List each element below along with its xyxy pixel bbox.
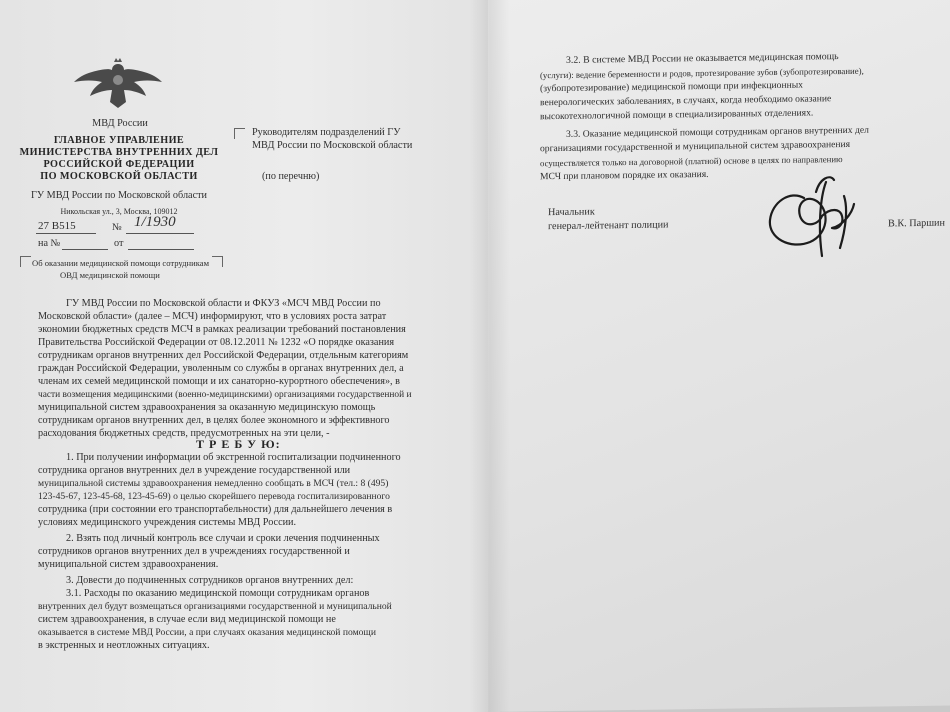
subject-bracket-right [212, 256, 223, 267]
reg-prefix: № [112, 222, 122, 233]
body-line-10: сотрудникам органов внутренних дел, в целях более экономного и эффективного [38, 415, 390, 426]
item-line-2: сотрудника органов внутренних дел в учреждение государственной или [38, 465, 351, 476]
eagle-emblem-icon [74, 58, 162, 110]
item-line-11: 3.1. Расходы по оказанию медицинской помощи сотрудникам органов [66, 588, 370, 599]
item-3-2-line-5: высокотехнологичной помощи в специализированных отделениях. [540, 107, 814, 123]
ref-number-line [62, 249, 108, 250]
reg-index-line [126, 233, 194, 234]
org-short: МВД России [92, 118, 148, 129]
subject-line-1: Об оказании медицинской помощи сотрудникам [32, 258, 210, 268]
item-3-2-line-3: (зубопротезирование) медицинской помощи при инфекционных [540, 79, 803, 95]
item-3-2-line-2: (услуги): ведение беременности и родов, протезирование зубов (зубопротезирование), [540, 65, 864, 81]
addressee-line-1: Руководителям подразделений ГУ [252, 127, 401, 138]
body-line-7: членам их семей медицинской помощи и их санаторно-курортного обеспечения», в [38, 376, 400, 387]
body-line-1: ГУ МВД России по Московской области и ФКУЗ «МСЧ МВД России по [66, 298, 381, 309]
item-3-3-line-4: МСЧ при плановом порядке их оказания. [540, 168, 709, 183]
item-3-2-line-1: 3.2. В системе МВД России не оказывается медицинская помощь [566, 51, 839, 66]
signatory-title-line-2: генерал-лейтенант полиции [548, 219, 669, 233]
handwritten-signature-icon [760, 168, 870, 258]
signatory-name: В.К. Паршин [888, 217, 945, 230]
subject-bracket-left [20, 256, 31, 267]
body-line-5: сотрудникам органов внутренних дел Российской Федерации, отдельным категориям [38, 350, 409, 361]
item-line-14: оказывается в системе МВД России, а при случаях оказания медицинской помощи [38, 627, 376, 638]
registration-index-handwritten: 1/1930 [134, 214, 176, 230]
item-line-9: муниципальной систем здравоохранения. [38, 559, 219, 570]
addressee-bracket-left [234, 128, 245, 139]
demand-heading: Т Р Е Б У Ю: [196, 437, 281, 451]
item-3-3-line-3: осуществляется только на договорной (платной) основе в целях по направлению [540, 154, 843, 169]
item-line-5: сотрудника (при состоянии его транспортабельности) для дальнейшего лечения в [38, 504, 393, 515]
body-line-9: муниципальной систем здравоохранения за оказанную медицинскую помощь [38, 402, 376, 413]
item-line-12: внутренних дел будут возмещаться организациями государственной и муниципальной [38, 601, 392, 612]
org-line-3: РОССИЙСКОЙ ФЕДЕРАЦИИ [43, 159, 195, 170]
org-line-2: МИНИСТЕРСТВА ВНУТРЕННИХ ДЕЛ [19, 147, 219, 158]
registration-number: 27 В515 [38, 220, 76, 232]
right-page [488, 0, 950, 712]
org-line-4: ПО МОСКОВСКОЙ ОБЛАСТИ [40, 171, 198, 182]
body-line-2: Московской области» (далее – МСЧ) информируют, что в условиях роста затрат [38, 311, 387, 322]
body-line-3: экономии бюджетных средств МСЧ в рамках реализации требований постановления [38, 324, 406, 335]
item-line-4: 123-45-67, 123-45-68, 123-45-69) о целью скорейшего перевода госпитализированного [38, 491, 390, 502]
item-line-7: 2. Взять под личный контроль все случаи и сроки лечения подчиненных [66, 533, 380, 544]
item-line-6: условиях медицинского учреждения системы МВД России. [38, 517, 297, 528]
body-line-4: Правительства Российской Федерации от 08.12.2011 № 1232 «О порядке оказания [38, 337, 395, 348]
item-3-3-line-1: 3.3. Оказание медицинской помощи сотрудникам органов внутренних дел [566, 124, 869, 140]
signatory-title-line-1: Начальник [548, 206, 595, 219]
body-line-11: расходования бюджетных средств, предусмотренных на эти цели, - [38, 428, 330, 439]
addressee-line-2: МВД России по Московской области [252, 140, 413, 151]
department: ГУ МВД России по Московской области [30, 190, 207, 201]
item-3-2-line-4: венерологических заболеваниях, в случаях, когда необходимо оказание [540, 93, 832, 109]
item-line-3: муниципальной системы здравоохранения немедленно сообщать в МСЧ (тел.: 8 (495) [38, 478, 389, 489]
item-line-15: в экстренных и неотложных ситуациях. [38, 640, 210, 651]
ref-prefix: на № [38, 238, 61, 249]
body-line-6: граждан Российской Федерации, уволенным со службы в органах внутренних дел, а [38, 363, 404, 374]
body-line-8: части возмещения медицинскими (военно-медицинскими) организациями государственной и [38, 390, 412, 400]
page-fold-shadow [470, 0, 510, 712]
item-line-8: сотрудников органов внутренних дел в учреждениях государственной и [38, 546, 350, 557]
item-line-1: 1. При получении информации об экстренной госпитализации подчиненного [66, 452, 401, 463]
address: Никольская ул., 3, Москва, 109012 [60, 207, 178, 216]
addressee-line-3: (по перечню) [262, 171, 320, 182]
ref-date-line [128, 249, 194, 250]
ref-from: от [114, 238, 124, 249]
subject-line-2: ОВД медицинской помощи [60, 270, 160, 280]
org-line-1: ГЛАВНОЕ УПРАВЛЕНИЕ [53, 135, 185, 146]
item-3-3-line-2: организациями государственной и муниципальной систем здравоохранения [540, 138, 851, 155]
item-line-13: систем здравоохранения, в случае если вид медицинской помощи не [38, 614, 336, 625]
item-line-10: 3. Довести до подчиненных сотрудников органов внутренних дел: [66, 575, 354, 586]
reg-number-line [36, 233, 96, 234]
